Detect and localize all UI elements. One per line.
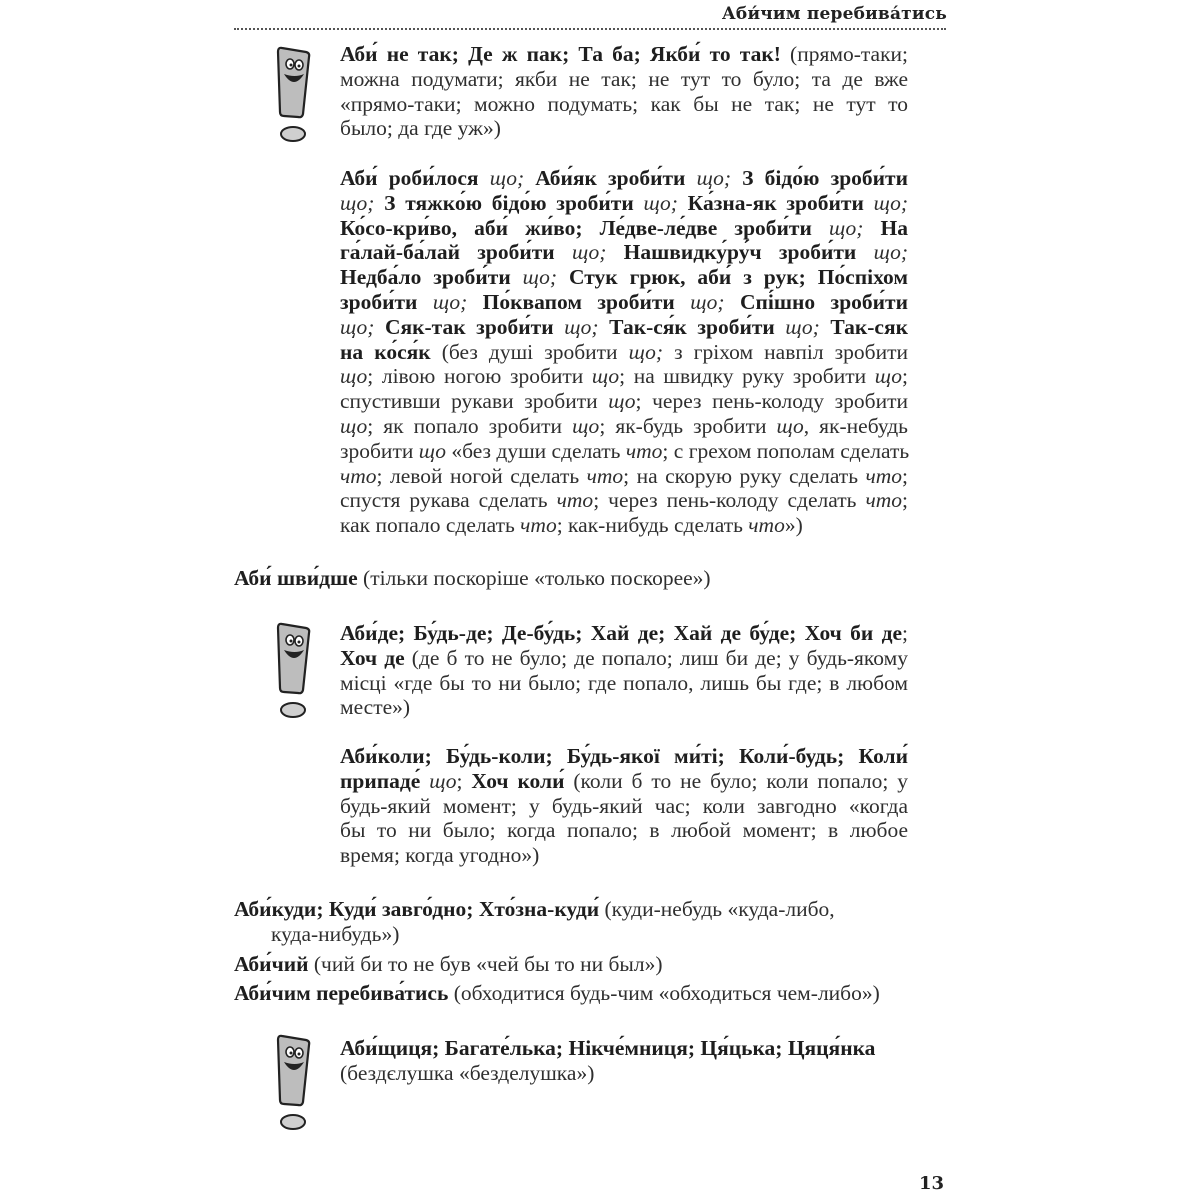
entry-line — [340, 671, 908, 696]
headword-text: Сяк-так зроби́ти — [374, 314, 565, 339]
entry-line — [234, 952, 950, 977]
headword-text: Аби́ роби́лося — [340, 166, 490, 190]
headword-text: Аби́чим перебива́тись — [234, 981, 449, 1005]
entry-line — [340, 1061, 908, 1086]
italic-text: що; — [489, 166, 525, 190]
italic-text: що; — [873, 190, 909, 215]
gloss-text: ») — [784, 513, 803, 538]
gloss-text: ; — [902, 488, 908, 513]
entry-line — [340, 646, 908, 671]
headword-text: Аби́коли; Бу́дь-коли; Бу́дь-якої ми́ті; Коли́-будь; Коли́ — [340, 744, 908, 768]
gloss-text: ; — [902, 364, 908, 389]
italic-text: що — [776, 413, 804, 438]
italic-text: что — [556, 488, 594, 513]
gloss-text: ; на швидку руку зробити — [619, 364, 875, 389]
italic-text: що; — [340, 314, 375, 339]
gloss-text: месте») — [340, 695, 411, 720]
headword-text: Аби́де; Бу́дь-де; Де-бу́дь; Хай де; Хай де бу́де; Хоч би де — [340, 621, 903, 645]
gloss-text: (чий би то не був «чей бы то ни был») — [308, 952, 663, 976]
italic-text: що; — [690, 289, 725, 314]
gloss-text: ; на скорую руку сделать — [623, 463, 866, 488]
italic-text: що; — [340, 190, 375, 215]
headword-text: Стук грюк, аби́ з рук; По́спіхом — [557, 265, 908, 290]
headword-text: Аби́куди; Куди́ завго́дно; Хто́зна-куди́ — [234, 897, 600, 921]
headword-text: га́лай-ба́лай зроби́ти — [340, 240, 572, 265]
entry-line — [340, 621, 908, 646]
italic-text: що; — [696, 166, 731, 190]
entry-abi-ne-tak — [340, 42, 908, 141]
headword-text: Аби́ не так; Де ж пак; Та ба; Якби́ то так! — [340, 42, 781, 66]
headword-text: З бідо́ю зроби́ти — [731, 166, 909, 190]
headword-text: припаде́ — [340, 768, 430, 793]
headword-text: Аби́як зроби́ти — [524, 166, 697, 190]
gloss-text: спустивши рукави зробити — [340, 389, 609, 414]
italic-text: що — [591, 364, 620, 389]
headword-text: Аби́чий — [234, 952, 309, 976]
entry-line — [340, 290, 908, 315]
entry-line — [234, 922, 950, 947]
headword-text: Нашвидку́ру́ч зроби́ти — [606, 240, 874, 265]
italic-text: що; — [643, 190, 678, 215]
gloss-text: «без души сделать — [445, 438, 626, 463]
italic-text: що — [874, 364, 903, 389]
entry-line — [340, 216, 908, 241]
entry-line — [340, 744, 908, 769]
italic-text: що; — [628, 339, 664, 364]
italic-text: что — [865, 463, 903, 488]
gloss-text: ; лівою ногою зробити — [367, 364, 592, 389]
gloss-text: время; когда угодно») — [340, 843, 540, 868]
gloss-text: (де б то не було; де попало; лиш би де; у будь-якому — [404, 645, 908, 670]
italic-text: що — [340, 364, 368, 389]
entry-line — [340, 414, 908, 439]
headword-text: По́квапом зроби́ти — [467, 289, 691, 314]
entry-line — [340, 265, 908, 290]
italic-text: що; — [571, 240, 607, 265]
gloss-text: куда-нибудь») — [271, 921, 400, 946]
gloss-text: ; как-нибудь сделать — [556, 513, 749, 538]
entry-line — [340, 389, 908, 414]
entry-abykoly — [340, 744, 908, 868]
headword-text: Спі́шно зроби́ти — [724, 289, 908, 314]
entry-line — [340, 818, 908, 843]
italic-text: що — [418, 438, 446, 463]
gloss-text: как попало сделать — [340, 513, 521, 538]
italic-text: що; — [829, 215, 864, 240]
gloss-text: (тільки поскоріше «только поскорее») — [357, 566, 711, 590]
entry-line — [340, 191, 908, 216]
entry-line — [234, 897, 950, 922]
italic-text: що; — [564, 314, 599, 339]
gloss-text: ; левой ногой сделать — [376, 463, 587, 488]
entry-abychyi — [234, 952, 950, 977]
italic-text: что — [520, 513, 557, 538]
headword-text: зроби́ти — [340, 289, 433, 314]
headword-text: Недба́ло зроби́ти — [340, 265, 523, 290]
entry-abi-robylosia — [340, 166, 908, 538]
header-dotted-rule — [234, 28, 946, 30]
entry-line — [340, 315, 908, 340]
entry-line — [340, 695, 908, 720]
entry-line — [340, 794, 908, 819]
entry-abychym — [234, 981, 950, 1006]
entry-line — [340, 769, 908, 794]
italic-text: що — [608, 389, 636, 414]
entry-line — [234, 566, 914, 591]
entry-line — [340, 116, 908, 141]
headword-text: На — [863, 215, 908, 240]
italic-text: що — [340, 413, 368, 438]
italic-text: что — [586, 463, 624, 488]
italic-text: что — [748, 513, 785, 538]
gloss-text: (прямо-таки; — [780, 42, 909, 66]
headword-text: на ко́ся́к — [340, 339, 431, 364]
italic-text: що; — [785, 314, 820, 339]
gloss-text: ; с грехом пополам сделать — [662, 438, 910, 463]
gloss-text: ; — [902, 621, 908, 645]
gloss-text: (куди-небудь «куда-либо, — [599, 897, 835, 921]
gloss-text: з гріхом навпіл зробити — [663, 339, 908, 364]
italic-text: что — [625, 438, 663, 463]
entry-line — [340, 166, 908, 191]
italic-text: що; — [432, 289, 468, 314]
exclamation-mascot-icon — [268, 1032, 318, 1132]
headword-text: З тяжко́ю бідо́ю зроби́ти — [374, 190, 644, 215]
page-number: 13 — [918, 1173, 944, 1194]
entry-abyshchytsia — [340, 1036, 908, 1086]
entry-line — [340, 240, 908, 265]
entry-line — [234, 981, 950, 1006]
entry-line — [340, 843, 908, 868]
gloss-text: ; — [456, 768, 472, 793]
gloss-text: ; через пень-колоду зробити — [635, 389, 908, 414]
gloss-text: «прямо-таки; можно подумать; как бы не так; не тут то — [340, 91, 908, 116]
italic-text: что — [340, 463, 377, 488]
entry-line — [340, 464, 908, 489]
headword-text: Ко́со-кри́во, аби́ жи́во; Ле́две-ле́две зроби́ти — [340, 215, 829, 240]
entry-line — [340, 67, 908, 92]
headword-text: Аби́ шви́дше — [234, 566, 358, 590]
entry-line — [340, 92, 908, 117]
gloss-text: ; як попало зробити — [367, 413, 573, 438]
gloss-text: спустя рукава сделать — [340, 488, 557, 513]
headword-text: Хоч де — [340, 645, 405, 670]
entry-line — [340, 340, 908, 365]
gloss-text: місці «где бы то ни было; где попало, лишь бы где; в любом — [340, 670, 908, 695]
entry-abi-shvydshe — [234, 566, 914, 591]
gloss-text: (обходитися будь-чим «обходиться чем-либо») — [448, 981, 880, 1005]
gloss-text: ; як-будь зробити — [599, 413, 777, 438]
gloss-text: (коли б то не було; коли попало; у — [564, 768, 908, 793]
gloss-text: было; да где уж») — [340, 116, 501, 141]
headword-text: Так-сяк — [819, 314, 908, 339]
headword-text: Хоч коли́ — [471, 768, 565, 793]
gloss-text: (без душі зробити — [430, 339, 629, 364]
gloss-text: зробити — [340, 438, 419, 463]
entry-line — [340, 513, 908, 538]
gloss-text: ; — [902, 463, 908, 488]
headword-text: Ка́зна-як зроби́ти — [677, 190, 874, 215]
gloss-text: бы то ни было; когда попало; в любой момент; в любое — [340, 818, 908, 843]
headword-text: Аби́щиця; Багате́лька; Нікче́мниця; Ця́цька; Цяця́нка — [340, 1036, 876, 1060]
italic-text: що; — [522, 265, 558, 290]
gloss-text: будь-який момент; у будь-який час; коли завгодно «когда — [340, 793, 908, 818]
exclamation-mascot-icon — [268, 620, 318, 720]
gloss-text: можна подумати; якби не так; не тут то було; та де вже — [340, 66, 908, 91]
entry-line — [340, 1036, 908, 1061]
italic-text: что — [865, 488, 903, 513]
headword-text: Так-ся́к зроби́ти — [598, 314, 786, 339]
entry-abykudy — [234, 897, 950, 947]
entry-line — [340, 42, 908, 67]
entry-line — [340, 488, 908, 513]
gloss-text: (бездєлушка «безделушка») — [340, 1060, 595, 1085]
entry-line — [340, 439, 908, 464]
running-header-title: Аби́чим перебива́тись — [721, 4, 947, 24]
entry-line — [340, 364, 908, 389]
gloss-text: ; через пень-колоду сделать — [593, 488, 866, 513]
italic-text: що — [429, 768, 457, 793]
entry-abide — [340, 621, 908, 720]
exclamation-mascot-icon — [268, 44, 318, 144]
italic-text: що — [572, 413, 600, 438]
italic-text: що; — [873, 240, 908, 265]
gloss-text: , як-небудь — [803, 413, 908, 438]
